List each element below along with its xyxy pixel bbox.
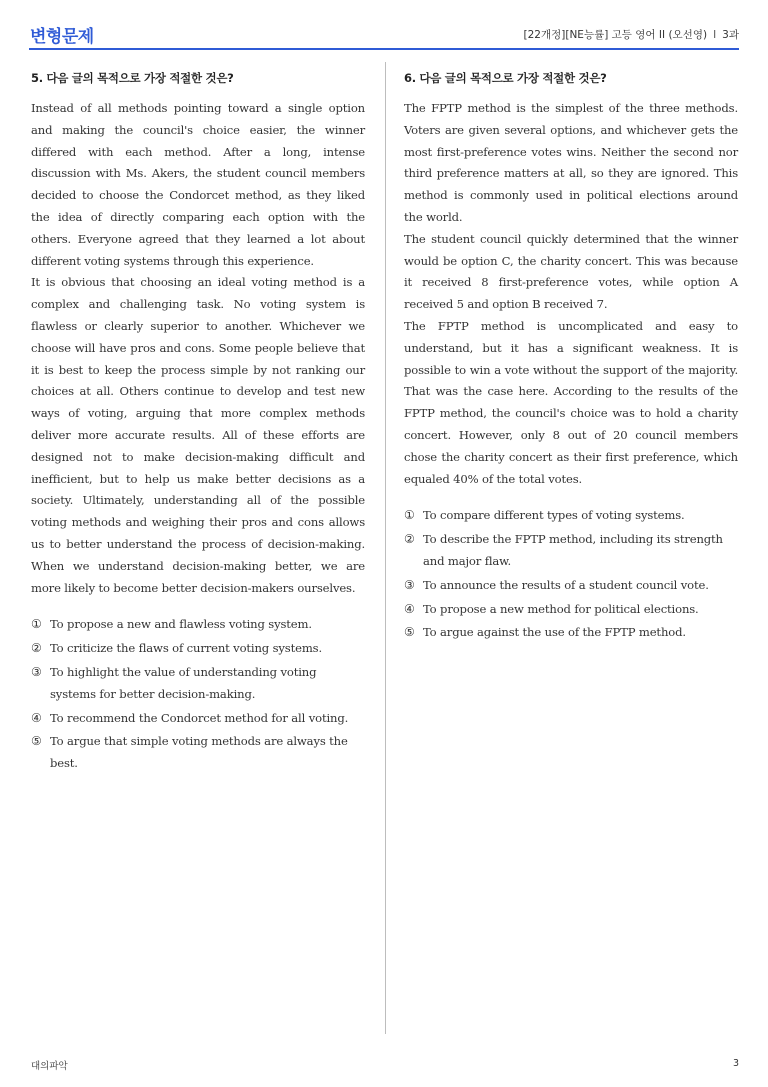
option-text: To announce the results of a student council vote. [423, 577, 709, 592]
answer-option[interactable] [404, 575, 738, 597]
textbook-info: [22개정][NE능률] 고등 영어 II (오선영) [523, 29, 708, 41]
question-6 [404, 70, 738, 646]
header-separator: I [713, 29, 717, 41]
passage-paragraph: The FPTP method is uncomplicated and easy to understand, but it has a significant weakness. It is possible to win a vote without the support of the majority. That was the case here. According to the results of the FPTP method, the council's choice was to hold a charity concert. However, only 8 out of 20 council members chose the charity concert as their first preference, which equaled 40% of the total votes. [404, 318, 738, 486]
answer-option[interactable] [31, 614, 365, 636]
column-divider [385, 62, 386, 1034]
option-text: To recommend the Condorcet method for all voting. [50, 710, 349, 725]
option-number: ⑤ [31, 734, 42, 749]
option-number: ② [31, 641, 42, 656]
option-text: To argue that simple voting methods are always the best. [50, 734, 348, 771]
option-number: ① [404, 508, 415, 523]
passage-paragraph: Instead of all methods pointing toward a single option and making the council's choice easier, the winner differed with each method. After a long, intense discussion with Ms. Akers, the student council members decided to choose the Condorcet method, as they liked the idea of directly comparing each option with the others. Everyone agreed that they learned a lot about different voting systems through this experience. [31, 101, 365, 268]
option-number: ② [404, 532, 415, 547]
option-number: ④ [31, 710, 42, 725]
answer-option[interactable] [404, 622, 738, 644]
question-title: 5. 다음 글의 목적으로 가장 적절한 것은? [31, 71, 234, 85]
option-number: ③ [404, 577, 415, 592]
lesson-label: 3과 [722, 29, 739, 41]
answer-options [404, 505, 738, 644]
option-text: To propose a new and flawless voting system. [50, 617, 312, 632]
passage-paragraph: The FPTP method is the simplest of the three methods. Voters are given several options, and whichever gets the most first-preference votes wins. Neither the second nor third preference matters at all, so they are ignored. This method is commonly used in political elections around the world. [404, 101, 738, 224]
question-5 [31, 70, 365, 777]
footer-category: 대의파악 [31, 1061, 68, 1072]
option-number: ⑤ [404, 625, 415, 640]
option-text: To compare different types of voting systems. [423, 508, 685, 523]
option-text: To highlight the value of understanding voting systems for better decision-making. [50, 664, 317, 701]
brand-title: 변형문제 [30, 27, 94, 47]
answer-option[interactable] [31, 708, 365, 730]
question-title: 6. 다음 글의 목적으로 가장 적절한 것은? [404, 71, 607, 85]
option-number: ④ [404, 601, 415, 616]
option-text: To criticize the flaws of current voting systems. [50, 641, 322, 656]
option-text: To argue against the use of the FPTP method. [423, 625, 686, 640]
passage [404, 98, 738, 490]
answer-option[interactable] [31, 638, 365, 660]
page-number: 3 [732, 1058, 739, 1069]
header-info [524, 27, 739, 42]
passage-paragraph: The student council quickly determined that the winner would be option C, the charity concert. This was because it received 8 first-preference votes, while option A received 5 and option B received 7. [404, 231, 738, 312]
option-text: To propose a new method for political elections. [423, 601, 699, 616]
option-number: ③ [31, 664, 42, 679]
page-header [29, 0, 739, 50]
passage-paragraph: It is obvious that choosing an ideal voting method is a complex and challenging task. No voting system is flawless or clearly superior to another. Whichever we choose will have pros and cons. Some people believe that it is best to keep the process simple by not ranking our choices at all. Others continue to develop and test new ways of voting, arguing that more complex methods deliver more accurate results. All of these efforts are designed not to make decision-making difficult and inefficient, but to help us make better decisions as a society. Ultimately, understanding all of the possible voting methods and weighing their pros and cons allows us to better understand the process of decision-making. When we understand decision-making better, we are more likely to become better decision-makers ourselves. [31, 275, 365, 595]
answer-option[interactable] [404, 529, 738, 573]
answer-option[interactable] [404, 505, 738, 527]
answer-option[interactable] [31, 731, 365, 775]
answer-option[interactable] [31, 662, 365, 706]
option-number: ① [31, 617, 42, 632]
answer-option[interactable] [404, 599, 738, 621]
answer-options [31, 614, 365, 775]
passage [31, 98, 365, 599]
option-text: To describe the FPTP method, including its strength and major flaw. [423, 532, 723, 568]
